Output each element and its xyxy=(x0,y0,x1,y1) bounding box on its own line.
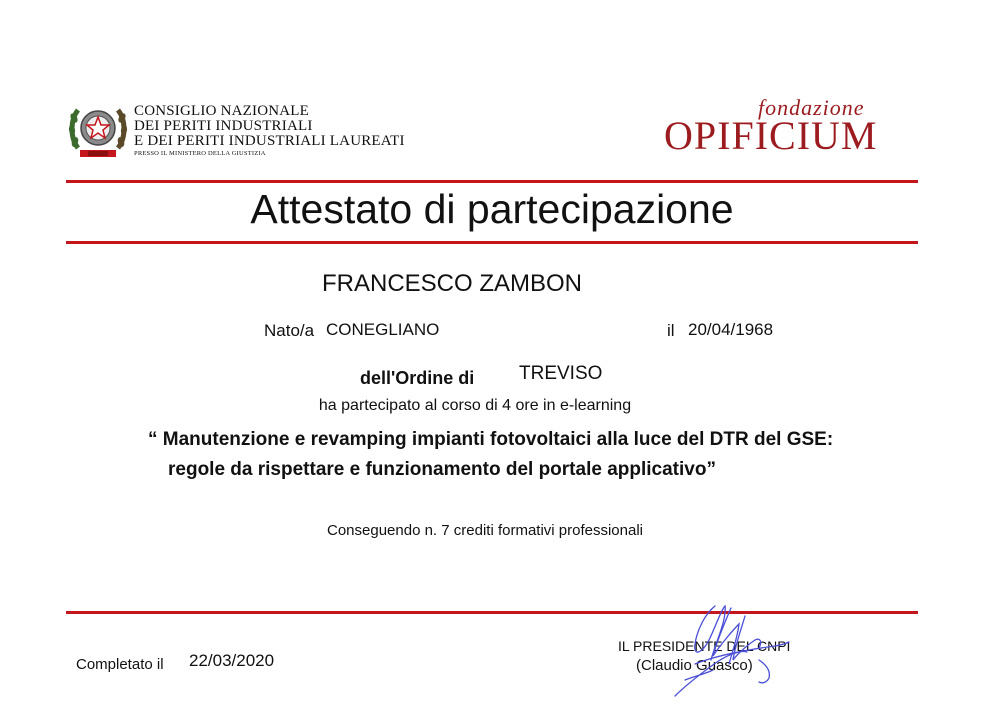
organization-subline: PRESSO IL MINISTERO DELLA GIUSTIZIA xyxy=(134,150,266,157)
organization-line: DEI PERITI INDUSTRIALI xyxy=(134,118,313,134)
completed-label: Completato il xyxy=(76,656,164,673)
birth-date-label: il xyxy=(667,321,675,340)
president-title: IL PRESIDENTE DEL CNPI xyxy=(618,638,791,654)
divider-top xyxy=(66,180,918,183)
italian-republic-emblem-icon xyxy=(68,98,128,164)
president-name: (Claudio Guasco) xyxy=(636,657,753,674)
order-label: dell'Ordine di xyxy=(360,368,475,388)
organization-line: E DEI PERITI INDUSTRIALI LAUREATI xyxy=(134,133,405,149)
attendance-text: ha partecipato al corso di 4 ore in e-learning xyxy=(318,397,632,414)
birth-label: Nato/a xyxy=(264,321,315,340)
birth-date: 20/04/1968 xyxy=(688,320,774,339)
signature-icon xyxy=(655,600,795,705)
organization-name xyxy=(134,104,405,158)
credits-text: Conseguendo n. 7 crediti formativi professionali xyxy=(327,522,644,539)
participant-name: FRANCESCO ZAMBON xyxy=(322,270,583,297)
birth-place: CONEGLIANO xyxy=(326,320,440,339)
page-title: Attestato di partecipazione xyxy=(250,186,734,232)
course-title-line-1: “ Manutenzione e revamping impianti fotovoltaici alla luce del DTR del GSE: xyxy=(148,429,834,450)
completed-date: 22/03/2020 xyxy=(189,651,275,670)
partner-logo-name: OPIFICIUM xyxy=(664,113,878,158)
divider-title xyxy=(66,241,918,244)
order-value: TREVISO xyxy=(519,363,603,384)
organization-line: CONSIGLIO NAZIONALE xyxy=(134,103,310,119)
partner-logo-script: fondazione xyxy=(758,95,865,120)
course-title-line-2: regole da rispettare e funzionamento del portale applicativo” xyxy=(168,459,716,480)
